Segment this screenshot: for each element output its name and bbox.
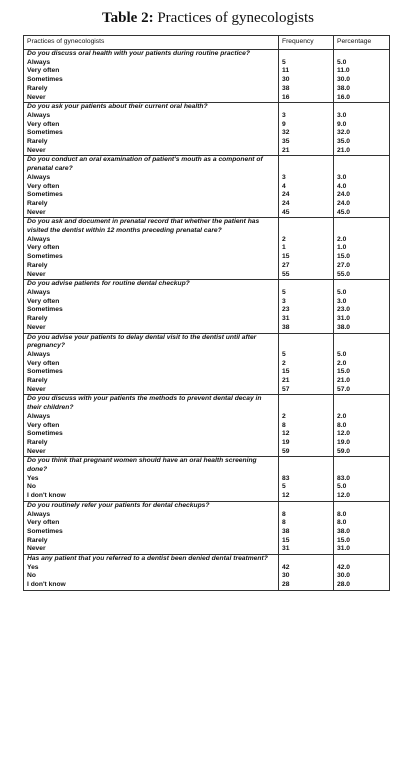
answers-row: [24, 289, 390, 333]
frequency-value: 8: [282, 519, 286, 527]
frequency-value: 35: [282, 138, 290, 146]
option-label: Sometimes: [27, 306, 63, 314]
frequency-value: 2: [282, 412, 286, 420]
option-label: I don't know: [27, 581, 66, 589]
percentage-value: 15.0: [337, 368, 351, 376]
percentage-value: 45.0: [337, 208, 351, 216]
option-label: Always: [27, 173, 51, 181]
question-text: Do you think that pregnant women should have an oral health screening done?: [24, 457, 279, 475]
frequency-value: 19: [282, 438, 290, 446]
frequency-value: 21: [282, 146, 290, 154]
frequency-value: 3: [282, 297, 286, 305]
option-label: Very often: [27, 120, 60, 128]
answer-options-cell: [24, 511, 279, 555]
frequency-cell: [279, 413, 334, 457]
percentage-cell: [334, 59, 390, 103]
percentage-value: 2.0: [337, 412, 347, 420]
percentage-value: 1.0: [337, 244, 347, 252]
percentage-value: 21.0: [337, 377, 351, 385]
percentage-value: 31.0: [337, 315, 351, 323]
question-percentage-cell: [334, 457, 390, 475]
question-frequency-cell: [279, 50, 334, 59]
question-frequency-cell: [279, 333, 334, 351]
question-row: [24, 50, 390, 59]
question-row: [24, 333, 390, 351]
question-frequency-cell: [279, 218, 334, 236]
option-label: Rarely: [27, 261, 48, 269]
frequency-value: 12: [282, 430, 290, 438]
percentage-value: 59.0: [337, 447, 351, 455]
percentage-value: 2.0: [337, 359, 347, 367]
answer-options-cell: [24, 112, 279, 156]
option-label: Very often: [27, 421, 60, 429]
question-text: Do you discuss with your patients the methods to prevent dental decay in their children?: [24, 395, 279, 413]
frequency-value: 38: [282, 527, 290, 535]
frequency-value: 1: [282, 244, 286, 252]
percentage-value: 21.0: [337, 146, 351, 154]
percentage-value: 23.0: [337, 306, 351, 314]
answers-row: [24, 413, 390, 457]
question-row: [24, 103, 390, 112]
option-label: Always: [27, 111, 51, 119]
percentage-value: 32.0: [337, 129, 351, 137]
frequency-cell: [279, 174, 334, 218]
percentage-value: 9.0: [337, 120, 347, 128]
option-label: Sometimes: [27, 368, 63, 376]
percentage-value: 12.0: [337, 430, 351, 438]
option-label: Sometimes: [27, 76, 63, 84]
percentage-value: 5.0: [337, 58, 347, 66]
question-percentage-cell: [334, 156, 390, 174]
percentage-value: 24.0: [337, 199, 351, 207]
percentage-value: 8.0: [337, 519, 347, 527]
question-percentage-cell: [334, 501, 390, 510]
percentage-value: 24.0: [337, 191, 351, 199]
answer-options-cell: [24, 174, 279, 218]
option-label: Sometimes: [27, 253, 63, 261]
option-label: Rarely: [27, 84, 48, 92]
answer-options-cell: [24, 236, 279, 280]
answers-row: [24, 59, 390, 103]
question-row: [24, 457, 390, 475]
frequency-value: 8: [282, 510, 286, 518]
frequency-value: 31: [282, 315, 290, 323]
frequency-value: 15: [282, 253, 290, 261]
table-caption: [0, 9, 416, 27]
question-text: Do you advise your patients to delay dental visit to the dentist until after pregnancy?: [24, 333, 279, 351]
frequency-value: 15: [282, 536, 290, 544]
question-percentage-cell: [334, 555, 390, 564]
question-frequency-cell: [279, 103, 334, 112]
question-percentage-cell: [334, 103, 390, 112]
question-frequency-cell: [279, 156, 334, 174]
option-label: Very often: [27, 297, 60, 305]
frequency-value: 16: [282, 93, 290, 101]
percentage-value: 2.0: [337, 235, 347, 243]
frequency-cell: [279, 289, 334, 333]
option-label: No: [27, 572, 36, 580]
option-label: Never: [27, 323, 46, 331]
question-row: [24, 156, 390, 174]
frequency-value: 2: [282, 235, 286, 243]
percentage-cell: [334, 351, 390, 395]
question-text: Do you routinely refer your patients for dental checkups?: [24, 501, 279, 510]
option-label: Sometimes: [27, 527, 63, 535]
table-caption-label: Table 2:: [102, 10, 154, 26]
percentage-value: 15.0: [337, 536, 351, 544]
answers-row: [24, 351, 390, 395]
percentage-value: 15.0: [337, 253, 351, 261]
frequency-value: 5: [282, 350, 286, 358]
option-label: Never: [27, 208, 46, 216]
frequency-value: 24: [282, 199, 290, 207]
answers-row: [24, 511, 390, 555]
percentage-cell: [334, 174, 390, 218]
frequency-value: 38: [282, 323, 290, 331]
question-percentage-cell: [334, 395, 390, 413]
option-label: Very often: [27, 67, 60, 75]
percentage-cell: [334, 564, 390, 591]
option-label: Never: [27, 93, 46, 101]
question-text: Do you ask and document in prenatal record that whether the patient has visited the dentist within 12 months preceding prenatal care?: [24, 218, 279, 236]
option-label: Never: [27, 146, 46, 154]
option-label: Yes: [27, 474, 39, 482]
option-label: Never: [27, 447, 46, 455]
percentage-value: 16.0: [337, 93, 351, 101]
frequency-value: 42: [282, 563, 290, 571]
percentage-value: 5.0: [337, 350, 347, 358]
percentage-value: 5.0: [337, 288, 347, 296]
frequency-value: 30: [282, 572, 290, 580]
answer-options-cell: [24, 413, 279, 457]
percentage-value: 3.0: [337, 111, 347, 119]
option-label: Always: [27, 412, 51, 420]
answer-options-cell: [24, 289, 279, 333]
frequency-value: 4: [282, 182, 286, 190]
percentage-value: 19.0: [337, 438, 351, 446]
frequency-cell: [279, 112, 334, 156]
question-row: [24, 395, 390, 413]
option-label: Never: [27, 385, 46, 393]
frequency-value: 2: [282, 359, 286, 367]
answers-row: [24, 174, 390, 218]
option-label: Rarely: [27, 138, 48, 146]
question-frequency-cell: [279, 555, 334, 564]
frequency-value: 3: [282, 173, 286, 181]
question-text: Do you ask your patients about their current oral health?: [24, 103, 279, 112]
option-label: Rarely: [27, 199, 48, 207]
option-label: Always: [27, 235, 51, 243]
percentage-value: 11.0: [337, 67, 350, 75]
practices-table: [23, 35, 390, 591]
frequency-value: 28: [282, 581, 290, 589]
table-caption-title: Practices of gynecologists: [157, 10, 314, 26]
option-label: Very often: [27, 359, 60, 367]
frequency-value: 23: [282, 306, 290, 314]
question-frequency-cell: [279, 457, 334, 475]
frequency-value: 11: [282, 67, 290, 75]
percentage-value: 30.0: [337, 76, 351, 84]
question-row: [24, 218, 390, 236]
answers-row: [24, 564, 390, 591]
frequency-value: 38: [282, 84, 290, 92]
frequency-value: 27: [282, 261, 290, 269]
frequency-value: 30: [282, 76, 290, 84]
percentage-value: 30.0: [337, 572, 351, 580]
question-text: Do you advise patients for routine dental checkup?: [24, 280, 279, 289]
percentage-cell: [334, 475, 390, 502]
percentage-value: 12.0: [337, 492, 351, 500]
option-label: No: [27, 483, 36, 491]
percentage-value: 38.0: [337, 84, 351, 92]
frequency-value: 5: [282, 288, 286, 296]
option-label: Always: [27, 58, 51, 66]
frequency-value: 32: [282, 129, 290, 137]
percentage-cell: [334, 236, 390, 280]
frequency-cell: [279, 351, 334, 395]
frequency-cell: [279, 236, 334, 280]
option-label: Never: [27, 270, 46, 278]
percentage-cell: [334, 413, 390, 457]
answers-row: [24, 236, 390, 280]
option-label: Always: [27, 510, 51, 518]
question-text: Has any patient that you referred to a dentist been denied dental treatment?: [24, 555, 279, 564]
percentage-value: 83.0: [337, 474, 351, 482]
option-label: Never: [27, 545, 46, 553]
percentage-cell: [334, 112, 390, 156]
option-label: Rarely: [27, 536, 48, 544]
header-frequency: Frequency: [279, 36, 334, 50]
frequency-cell: [279, 511, 334, 555]
option-label: Sometimes: [27, 129, 63, 137]
question-frequency-cell: [279, 501, 334, 510]
percentage-value: 38.0: [337, 323, 351, 331]
option-label: Yes: [27, 563, 39, 571]
percentage-value: 42.0: [337, 563, 351, 571]
frequency-cell: [279, 564, 334, 591]
percentage-value: 3.0: [337, 297, 347, 305]
option-label: Always: [27, 288, 51, 296]
frequency-value: 5: [282, 483, 286, 491]
answer-options-cell: [24, 59, 279, 103]
question-percentage-cell: [334, 280, 390, 289]
answer-options-cell: [24, 475, 279, 502]
answers-row: [24, 475, 390, 502]
option-label: Rarely: [27, 315, 48, 323]
option-label: Rarely: [27, 377, 48, 385]
frequency-cell: [279, 475, 334, 502]
frequency-value: 12: [282, 492, 290, 500]
frequency-value: 24: [282, 191, 290, 199]
header-percentage: Percentage: [334, 36, 390, 50]
option-label: I don't know: [27, 492, 66, 500]
percentage-value: 4.0: [337, 182, 347, 190]
question-frequency-cell: [279, 395, 334, 413]
option-label: Sometimes: [27, 430, 63, 438]
option-label: Very often: [27, 182, 60, 190]
frequency-value: 59: [282, 447, 290, 455]
header-practices: Practices of gynecologists: [24, 36, 279, 50]
percentage-cell: [334, 511, 390, 555]
option-label: Rarely: [27, 438, 48, 446]
header-row: [24, 36, 390, 50]
percentage-value: 35.0: [337, 138, 351, 146]
percentage-value: 8.0: [337, 421, 347, 429]
frequency-value: 55: [282, 270, 290, 278]
percentage-cell: [334, 289, 390, 333]
percentage-value: 8.0: [337, 510, 347, 518]
option-label: Very often: [27, 244, 60, 252]
question-text: Do you discuss oral health with your patients during routine practice?: [24, 50, 279, 59]
frequency-value: 21: [282, 377, 290, 385]
option-label: Very often: [27, 519, 60, 527]
percentage-value: 5.0: [337, 483, 347, 491]
frequency-value: 45: [282, 208, 290, 216]
frequency-value: 57: [282, 385, 290, 393]
frequency-value: 31: [282, 545, 290, 553]
answer-options-cell: [24, 351, 279, 395]
question-percentage-cell: [334, 333, 390, 351]
percentage-value: 55.0: [337, 270, 351, 278]
percentage-value: 28.0: [337, 581, 351, 589]
question-row: [24, 555, 390, 564]
question-percentage-cell: [334, 218, 390, 236]
frequency-value: 8: [282, 421, 286, 429]
question-frequency-cell: [279, 280, 334, 289]
frequency-value: 83: [282, 474, 290, 482]
answers-row: [24, 112, 390, 156]
frequency-cell: [279, 59, 334, 103]
frequency-value: 15: [282, 368, 290, 376]
percentage-value: 3.0: [337, 173, 347, 181]
question-row: [24, 280, 390, 289]
question-percentage-cell: [334, 50, 390, 59]
percentage-value: 57.0: [337, 385, 351, 393]
frequency-value: 5: [282, 58, 286, 66]
question-text: Do you conduct an oral examination of patient's mouth as a component of prenatal care?: [24, 156, 279, 174]
question-row: [24, 501, 390, 510]
percentage-value: 27.0: [337, 261, 351, 269]
frequency-value: 9: [282, 120, 286, 128]
option-label: Always: [27, 350, 51, 358]
percentage-value: 38.0: [337, 527, 351, 535]
answer-options-cell: [24, 564, 279, 591]
option-label: Sometimes: [27, 191, 63, 199]
frequency-value: 3: [282, 111, 286, 119]
percentage-value: 31.0: [337, 545, 351, 553]
